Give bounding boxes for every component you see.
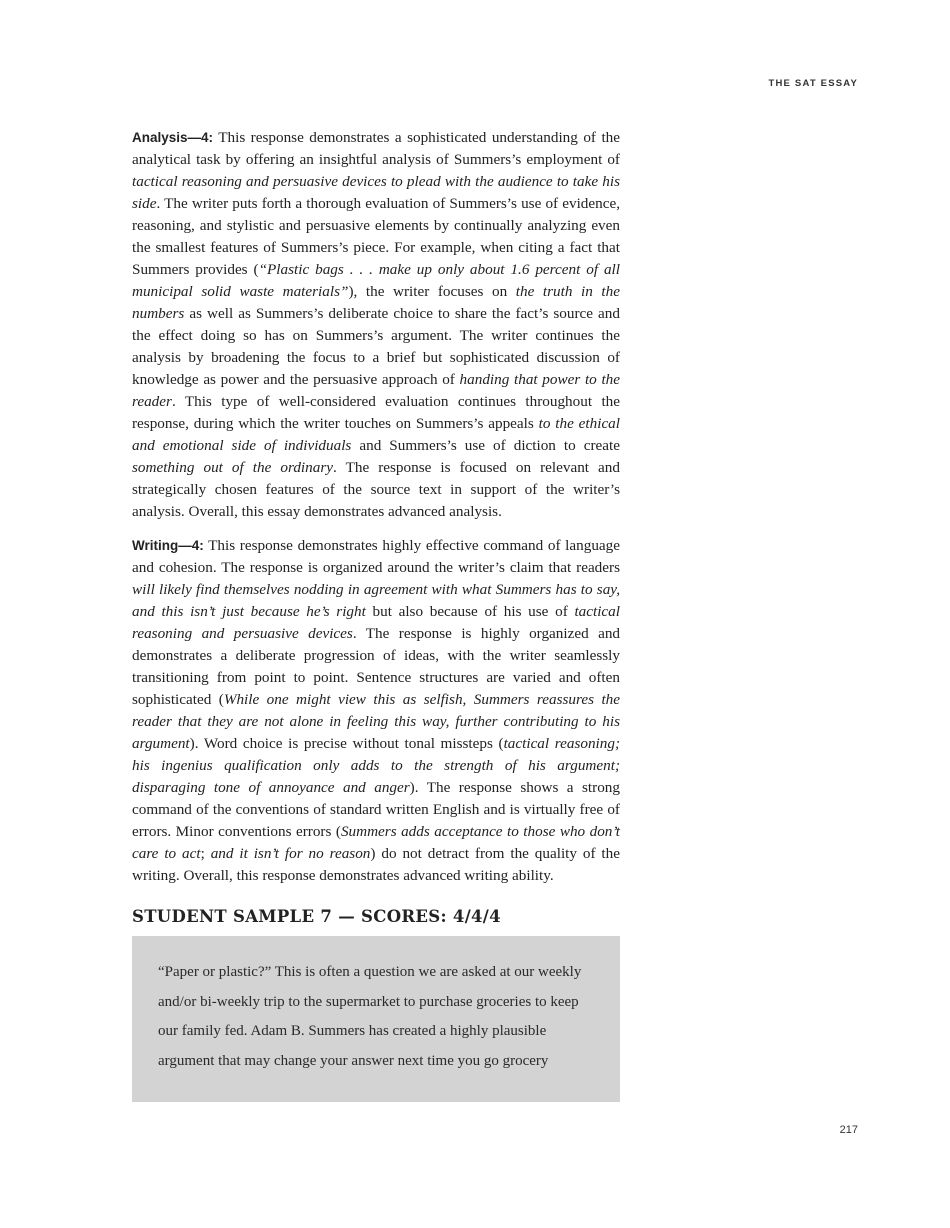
body-text: This response demonstrates a sophisticated understanding of the analytical task by offering an insightful analysis of Summers’s employment of xyxy=(132,129,620,168)
analysis-score-label: Analysis—4: xyxy=(132,130,214,145)
quoted-text: will likely find themselves nodding in agreement with what Summers has to say, and this isn’t just because he’s right xyxy=(132,581,620,620)
body-text: ), the writer focuses on xyxy=(348,283,516,300)
body-text: and Summers’s use of diction to create xyxy=(351,437,620,454)
body-text: ). Word choice is precise without tonal missteps ( xyxy=(189,735,504,752)
sample-excerpt-text: “Paper or plastic?” This is often a question we are asked at our weekly and/or bi-weekly trip to the supermarket to purchase groceries to keep our family fed. Adam B. Summers has created a highly plausible argument that may change your answer next time you go grocery xyxy=(158,964,582,1069)
quoted-text: “Plastic bags . . . make up only about 1.6 percent of all municipal solid waste materials” xyxy=(132,261,620,300)
quoted-text: tactical reasoning and persuasive devices to plead with the audience to take his side xyxy=(132,173,620,212)
quoted-text: and it isn’t for no reason xyxy=(210,845,371,862)
quoted-text: to the ethical and emotional side of individuals xyxy=(132,415,620,454)
writing-body xyxy=(132,537,620,884)
body-text: . The response is highly organized and demonstrates a deliberate progression of ideas, with the writer seamlessly transitioning from point to point. Sentence structures are varied and often sophisticated ( xyxy=(132,625,621,708)
body-text: ). The response shows a strong command of the conventions of standard written English and is virtually free of errors. Minor conventions errors ( xyxy=(132,779,620,840)
body-text: ) do not detract from the quality of the writing. Overall, this response demonstrates advanced writing ability. xyxy=(132,845,620,884)
body-text: as well as Summers’s deliberate choice to share the fact’s source and the effect doing so has on Summers’s argument. The writer continues the analysis by broadening the focus to a brief but sophisticated discussion of knowledge as power and the persuasive approach of xyxy=(132,305,620,388)
quoted-text: handing that power to the reader xyxy=(132,371,620,410)
sample-heading: STUDENT SAMPLE 7 — SCORES: 4/4/4 xyxy=(132,907,501,926)
main-column xyxy=(132,127,620,1102)
quoted-text: tactical reasoning and persuasive devices xyxy=(132,603,620,642)
analysis-paragraph xyxy=(132,127,620,523)
quoted-text: the truth in the numbers xyxy=(132,283,620,322)
body-text: . The response is focused on relevant and strategically chosen features of the source text in support of the writer’s analysis. Overall, this essay demonstrates advanced analysis. xyxy=(132,459,620,520)
quoted-text: Summers adds acceptance to those who don’t care to act xyxy=(132,823,620,862)
running-head: THE SAT ESSAY xyxy=(768,78,858,89)
body-text: ; xyxy=(200,845,211,862)
quoted-text: While one might view this as selfish, Summers reassures the reader that they are not alone in feeling this way, further contributing to his argument xyxy=(132,691,621,752)
writing-score-label: Writing—4: xyxy=(132,538,204,553)
analysis-body xyxy=(132,129,620,520)
body-text: . The writer puts forth a thorough evaluation of Summers’s use of evidence, reasoning, and stylistic and persuasive elements by continually analyzing even the smallest features of Summers’s piece. For example, when citing a fact that Summers provides ( xyxy=(132,195,620,278)
page-number: 217 xyxy=(839,1124,858,1136)
writing-paragraph xyxy=(132,535,620,887)
body-text: but also because of his use of xyxy=(365,603,575,620)
body-text: . This type of well-considered evaluation continues throughout the response, during which the writer touches on Summers’s appeals xyxy=(132,393,620,432)
quoted-text: something out of the ordinary xyxy=(132,459,333,476)
body-text: This response demonstrates highly effective command of language and cohesion. The response is organized around the writer’s claim that readers xyxy=(132,537,620,576)
quoted-text: tactical reasoning; his ingenius qualification only adds to the strength of his argument; disparaging tone of annoyance and anger xyxy=(132,735,621,796)
sample-excerpt-box xyxy=(132,936,620,1102)
